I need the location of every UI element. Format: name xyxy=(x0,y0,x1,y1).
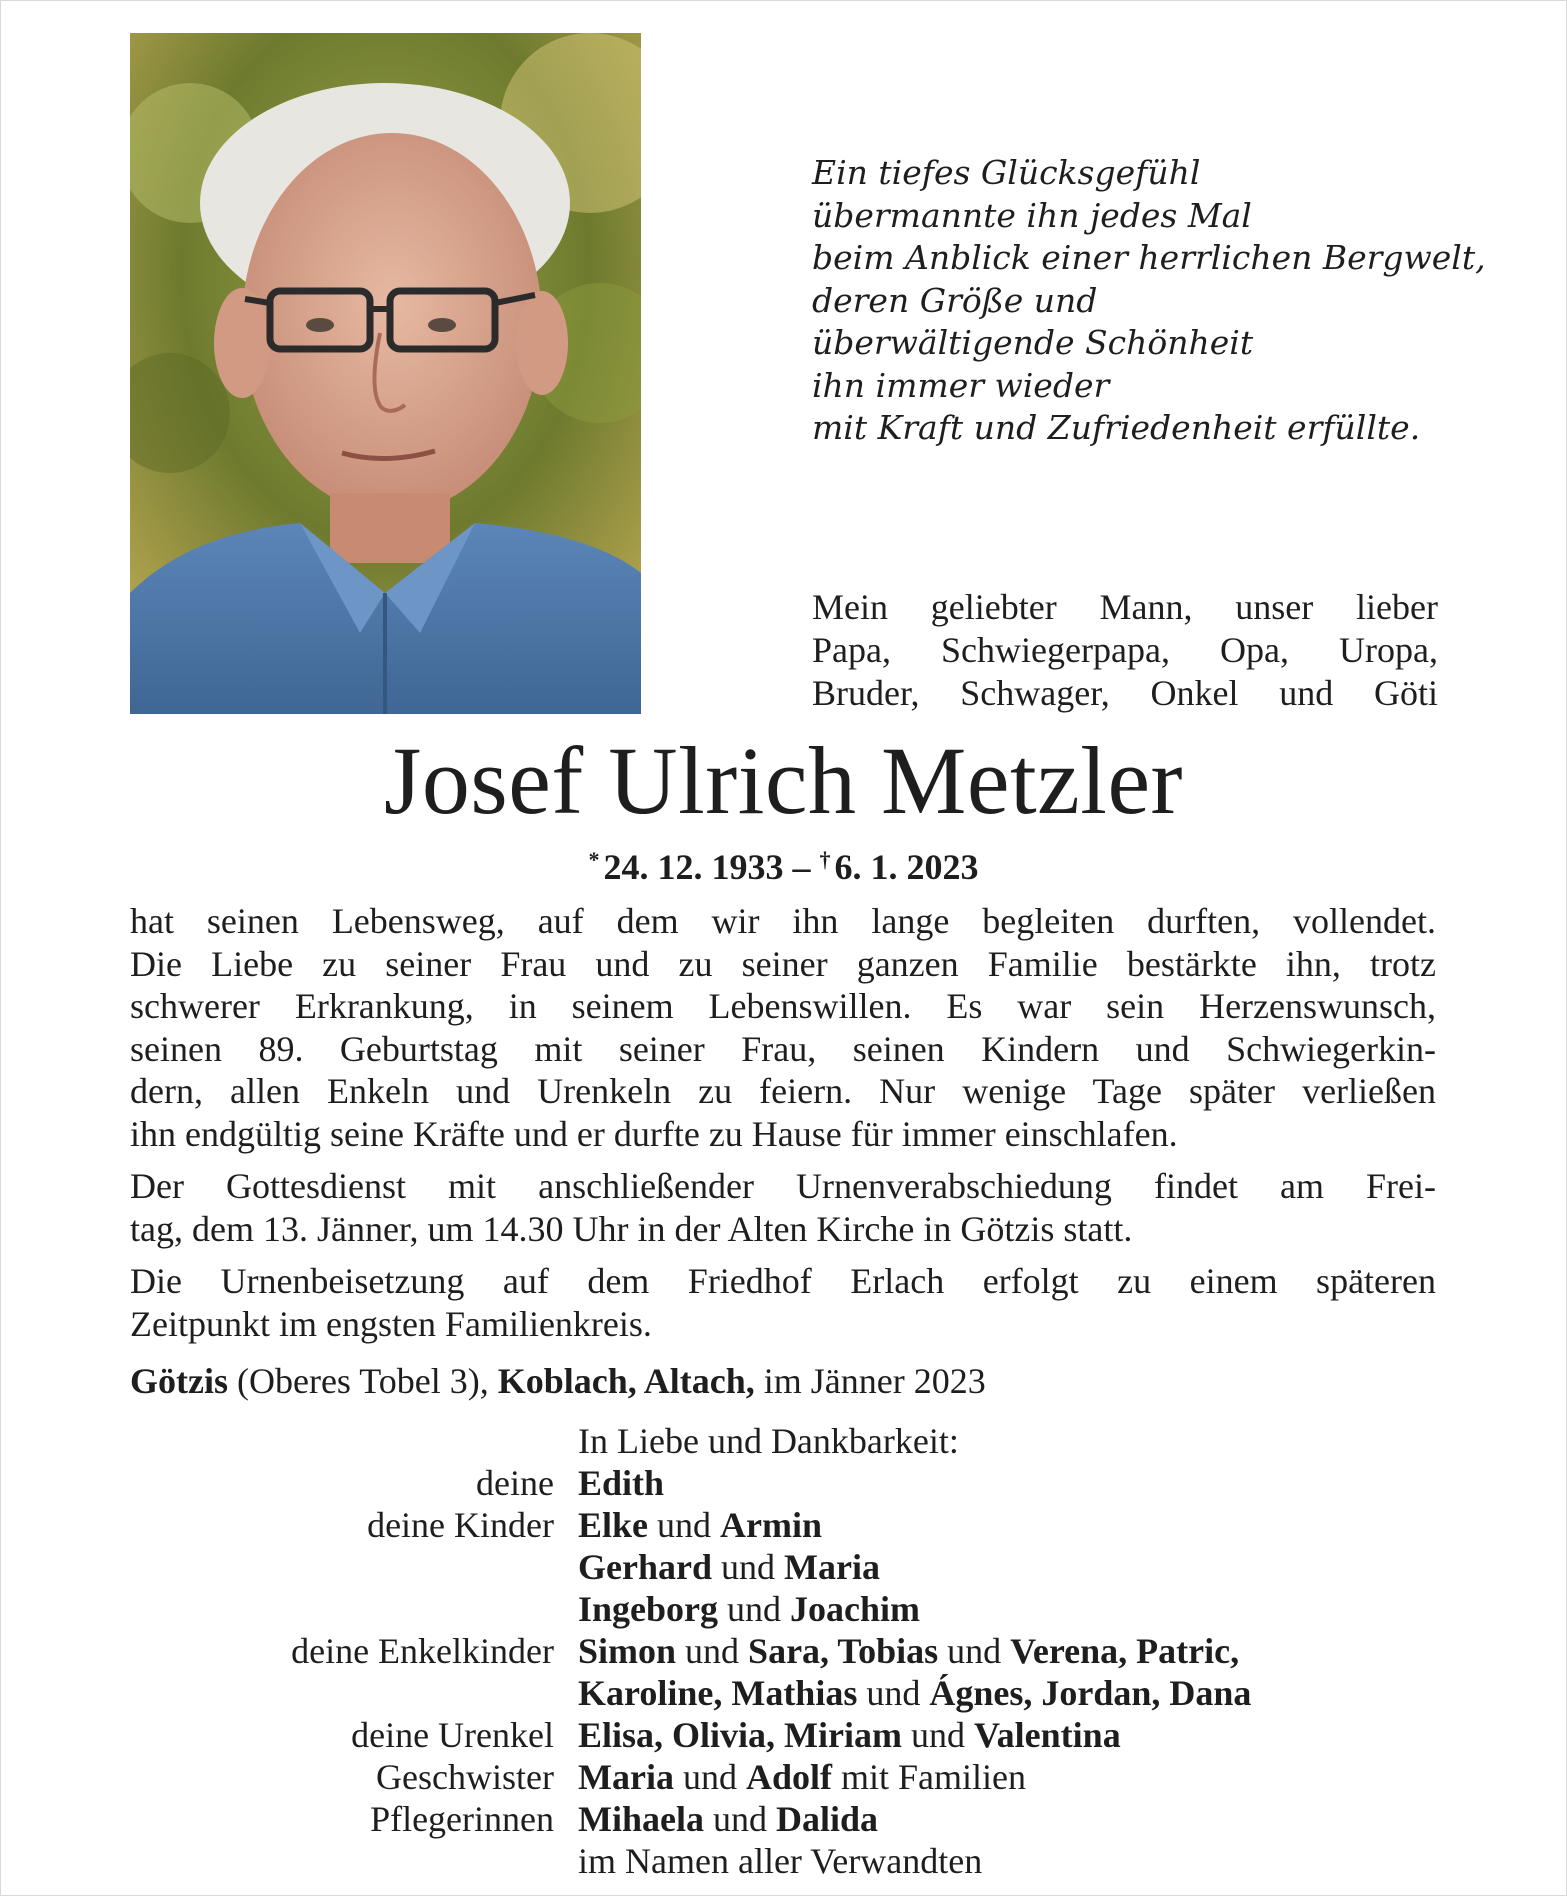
mourner-relation: deine xyxy=(476,1463,554,1503)
mourner-name: Joachim xyxy=(790,1589,921,1629)
mourner-name: Maria xyxy=(783,1547,880,1587)
text-line: hat seinen Lebensweg, auf dem wir ihn lange begleiten durften, vollendet. xyxy=(130,901,1436,941)
mourner-row xyxy=(130,1630,1436,1672)
text-line: tag, dem 13. Jänner, um 14.30 Uhr in der Alten Kirche in Götzis statt. xyxy=(130,1208,1133,1249)
mourner-names xyxy=(578,1630,1239,1672)
mourner-row xyxy=(130,1504,1436,1546)
mourner-name: Ingeborg xyxy=(578,1589,719,1629)
text-line: seinen 89. Geburtstag mit seiner Frau, seinen Kindern und Schwiegerkin- xyxy=(130,1028,1436,1069)
mourner-relation: Geschwister xyxy=(376,1757,554,1797)
connector-text: und xyxy=(718,1589,791,1629)
closing-line: im Namen aller Verwandten xyxy=(578,1841,983,1881)
text-line: Der Gottesdienst mit anschließender Urnenverabschiedung findet am Frei- xyxy=(130,1166,1436,1206)
mourner-name: Valentina xyxy=(973,1715,1121,1755)
mourner-name: Sara, Tobias xyxy=(748,1631,939,1671)
mourner-name: Adolf xyxy=(745,1757,832,1797)
date-separator: – xyxy=(792,847,811,887)
thanks-heading-row xyxy=(130,1420,1436,1462)
mourner-row xyxy=(130,1672,1436,1714)
text-line: ihn endgültig seine Kräfte und er durfte zu Hause für immer einschlafen. xyxy=(130,1113,1178,1154)
death-symbol: † xyxy=(819,847,831,872)
portrait-photo-icon xyxy=(130,33,641,714)
connector-text: mit Familien xyxy=(831,1757,1026,1797)
connector-text: und xyxy=(676,1631,749,1671)
birth-date: 24. 12. 1933 xyxy=(603,847,784,887)
paragraph-life xyxy=(130,900,1436,1155)
mourner-name: Verena, Patric, xyxy=(1010,1631,1240,1671)
mourner-name: Armin xyxy=(720,1505,823,1545)
closing-row xyxy=(130,1840,1436,1882)
place-and-date xyxy=(130,1360,1436,1402)
connector-text: und xyxy=(711,1547,784,1587)
mourner-relation xyxy=(130,1672,578,1714)
intro-line: Bruder, Schwager, Onkel und Göti xyxy=(812,673,1438,713)
epigraph-quote xyxy=(812,152,1512,450)
quote-line: Ein tiefes Glücksgefühl xyxy=(812,153,1201,192)
mourner-row xyxy=(130,1588,1436,1630)
life-dates xyxy=(0,837,1567,890)
mourner-name: Dalida xyxy=(775,1799,879,1839)
mourner-names xyxy=(578,1588,920,1630)
mourner-name: Karoline, Mathias xyxy=(578,1673,858,1713)
place-town: Götzis xyxy=(130,1361,228,1401)
mourner-relation xyxy=(130,1588,578,1630)
quote-line: deren Größe und xyxy=(812,280,1098,320)
mourner-names xyxy=(578,1546,880,1588)
intro-line: Papa, Schwiegerpapa, Opa, Uropa, xyxy=(812,630,1438,670)
mourner-relation: Pflegerinnen xyxy=(370,1799,554,1839)
connector-text: und xyxy=(673,1757,746,1797)
mourner-name: Gerhard xyxy=(578,1547,712,1587)
mourner-name: Elke xyxy=(578,1505,649,1545)
mourner-name: Ágnes, Jordan, Dana xyxy=(929,1673,1252,1713)
mourner-relation: deine Enkelkinder xyxy=(291,1631,554,1671)
quote-line: ihn immer wieder xyxy=(812,365,1110,405)
thanks-heading: In Liebe und Dankbarkeit: xyxy=(578,1421,959,1461)
portrait-photo xyxy=(130,33,641,714)
mourner-name: Maria xyxy=(578,1757,674,1797)
quote-line: mit Kraft und Zufriedenheit erfüllte. xyxy=(812,408,1421,447)
mourner-row xyxy=(130,1714,1436,1756)
connector-text: und xyxy=(648,1505,721,1545)
text-line: Die Urnenbeisetzung auf dem Friedhof Erlach erfolgt zu einem späteren xyxy=(130,1261,1436,1301)
quote-line: beim Anblick einer herrlichen Bergwelt, xyxy=(812,238,1486,277)
quote-line: überwältigende Schönheit xyxy=(812,323,1254,362)
connector-text: und xyxy=(938,1631,1011,1671)
mourner-names xyxy=(578,1504,822,1546)
intro-line: Mein geliebter Mann, unser lieber xyxy=(812,587,1438,627)
mourner-row xyxy=(130,1546,1436,1588)
connector-text: und xyxy=(901,1715,974,1755)
mourner-row xyxy=(130,1756,1436,1798)
mourner-names xyxy=(578,1462,664,1504)
mourner-relation xyxy=(130,1546,578,1588)
relationship-intro xyxy=(812,586,1438,715)
connector-text: und xyxy=(703,1799,776,1839)
mourner-relation: deine Urenkel xyxy=(351,1715,554,1755)
mourner-name: Mihaela xyxy=(578,1799,704,1839)
mourner-names xyxy=(578,1756,1026,1798)
text-line: schwerer Erkrankung, in seinem Lebenswillen. Es war sein Herzenswunsch, xyxy=(130,986,1436,1026)
text-line: dern, allen Enkeln und Urenkeln zu feiern. Nur wenige Tage später verließen xyxy=(130,1071,1436,1111)
place-towns: Koblach, Altach, xyxy=(497,1361,755,1401)
paragraph-burial xyxy=(130,1260,1436,1345)
mourner-row xyxy=(130,1462,1436,1504)
quote-line: übermannte ihn jedes Mal xyxy=(812,195,1252,235)
text-line: Zeitpunkt im engsten Familienkreis. xyxy=(130,1303,652,1344)
mourner-row xyxy=(130,1798,1436,1840)
mourner-relation: deine Kinder xyxy=(367,1505,554,1545)
mourner-name: Edith xyxy=(578,1463,665,1503)
mourner-names xyxy=(578,1672,1251,1714)
paragraph-service xyxy=(130,1165,1436,1250)
text-line: Die Liebe zu seiner Frau und zu seiner ganzen Familie bestärkte ihn, trotz xyxy=(130,943,1436,984)
mourner-names xyxy=(578,1798,878,1840)
mourner-name: Elisa, Olivia, Miriam xyxy=(578,1715,902,1755)
obituary-text xyxy=(130,900,1436,1345)
mourner-names xyxy=(578,1714,1121,1756)
mourner-name: Simon xyxy=(578,1631,677,1671)
mourners-list xyxy=(130,1420,1436,1882)
place-date: im Jänner 2023 xyxy=(754,1361,986,1401)
deceased-name: Josef Ulrich Metzler xyxy=(383,727,1184,834)
death-date: 6. 1. 2023 xyxy=(834,847,979,887)
place-address: (Oberes Tobel 3), xyxy=(227,1361,498,1401)
connector-text: und xyxy=(857,1673,930,1713)
birth-symbol: * xyxy=(588,847,600,872)
